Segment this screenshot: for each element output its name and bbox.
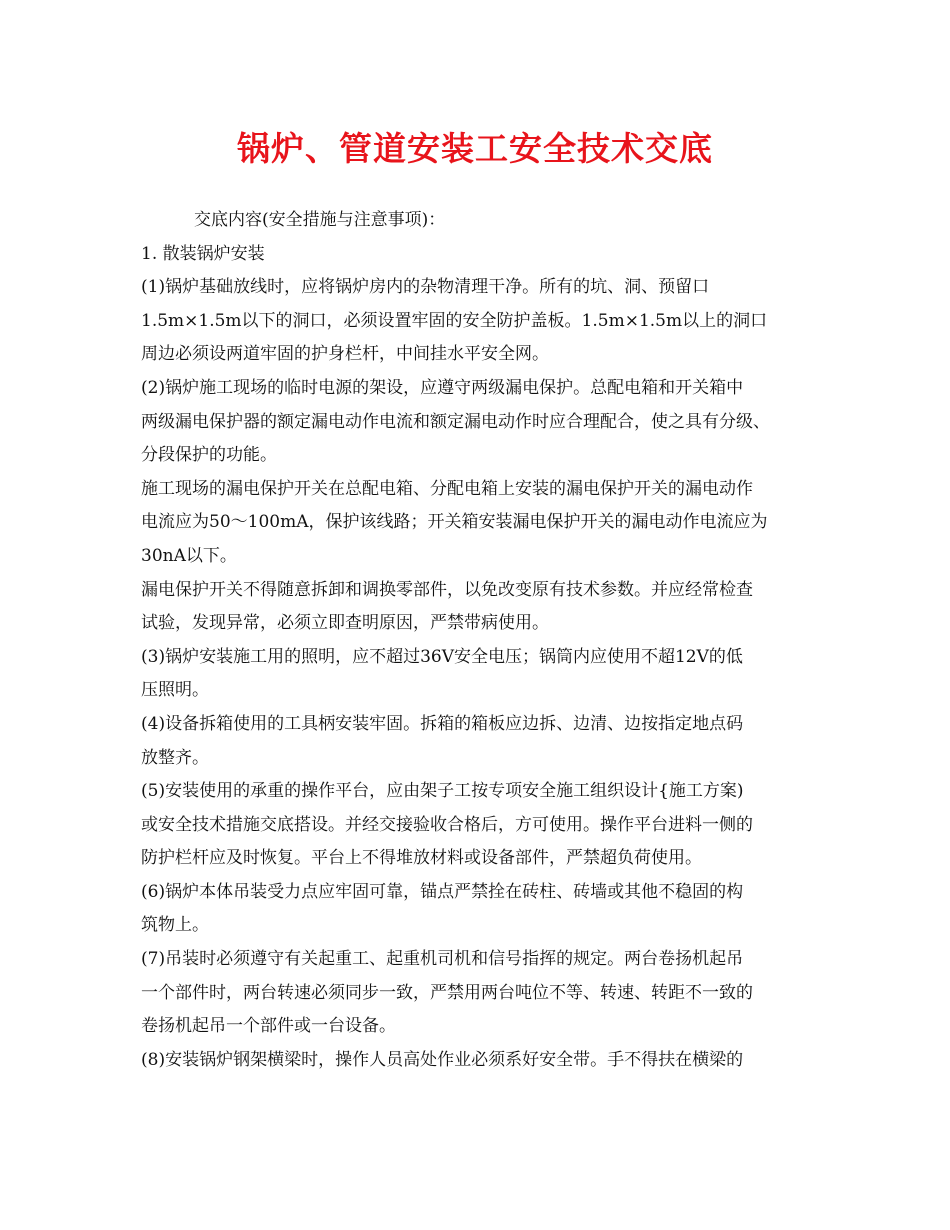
body-line: 施工现场的漏电保护开关在总配电箱、分配电箱上安装的漏电保护开关的漏电动作 xyxy=(141,478,753,499)
body-line: (6)锅炉本体吊装受力点应牢固可靠，锚点严禁拴在砖柱、砖墙或其他不稳固的构 xyxy=(141,881,744,902)
body-line: (3)锅炉安装施工用的照明，应不超过36V安全电压；锅筒内应使用不超12V的低 xyxy=(141,646,743,667)
body-line: 试验，发现异常，必须立即查明原因，严禁带病使用。 xyxy=(141,613,549,634)
body-line: 筑物上。 xyxy=(141,915,209,936)
body-line: 一个部件时，两台转速必须同步一致，严禁用两台吨位不等、转速、转距不一致的 xyxy=(141,982,753,1003)
body-line: 两级漏电保护器的额定漏电动作电流和额定漏电动作时应合理配合，使之具有分级、 xyxy=(141,411,770,432)
body-line: 或安全技术措施交底搭设。并经交接验收合格后，方可使用。操作平台进料一侧的 xyxy=(141,814,753,835)
body-line: 周边必须设两道牢固的护身栏杆，中间挂水平安全网。 xyxy=(141,344,549,365)
body-line: 卷扬机起吊一个部件或一台设备。 xyxy=(141,1016,396,1037)
body-line: 压照明。 xyxy=(141,680,209,701)
body-line: 放整齐。 xyxy=(141,747,209,768)
body-line: 防护栏杆应及时恢复。平台上不得堆放材料或设备部件，严禁超负荷使用。 xyxy=(141,848,702,869)
body-line: (4)设备拆箱使用的工具柄安装牢固。拆箱的箱板应边拆、边清、边按指定地点码 xyxy=(141,713,744,734)
body-line: 电流应为50～100mA，保护该线路；开关箱安装漏电保护开关的漏电动作电流应为 xyxy=(141,512,768,533)
body-line: (2)锅炉施工现场的临时电源的架设，应遵守两级漏电保护。总配电箱和开关箱中 xyxy=(141,377,744,398)
body-line: 1. 散装锅炉安装 xyxy=(141,243,265,264)
body-line: 30nA以下。 xyxy=(141,545,237,566)
body-line: 分段保护的功能。 xyxy=(141,445,277,466)
document-title: 锅炉、管道安装工安全技术交底 xyxy=(237,129,713,168)
body-line: 交底内容(安全措施与注意事项)： xyxy=(194,210,446,230)
body-line: 1.5m×1.5m以下的洞口，必须设置牢固的安全防护盖板。1.5m×1.5m以上的洞口 xyxy=(141,310,768,331)
body-line: (8)安装锅炉钢架横梁时，操作人员高处作业必须系好安全带。手不得扶在横梁的 xyxy=(141,1049,744,1070)
body-line: (7)吊装时必须遵守有关起重工、起重机司机和信号指挥的规定。两台卷扬机起吊 xyxy=(141,949,744,970)
body-line: (5)安装使用的承重的操作平台，应由架子工按专项安全施工组织设计{施工方案) xyxy=(141,781,744,802)
document-body xyxy=(141,204,831,1077)
body-line: 漏电保护开关不得随意拆卸和调换零部件，以免改变原有技术参数。并应经常检查 xyxy=(141,579,753,600)
body-line: (1)锅炉基础放线时，应将锅炉房内的杂物清理干净。所有的坑、洞、预留口 xyxy=(141,277,710,298)
